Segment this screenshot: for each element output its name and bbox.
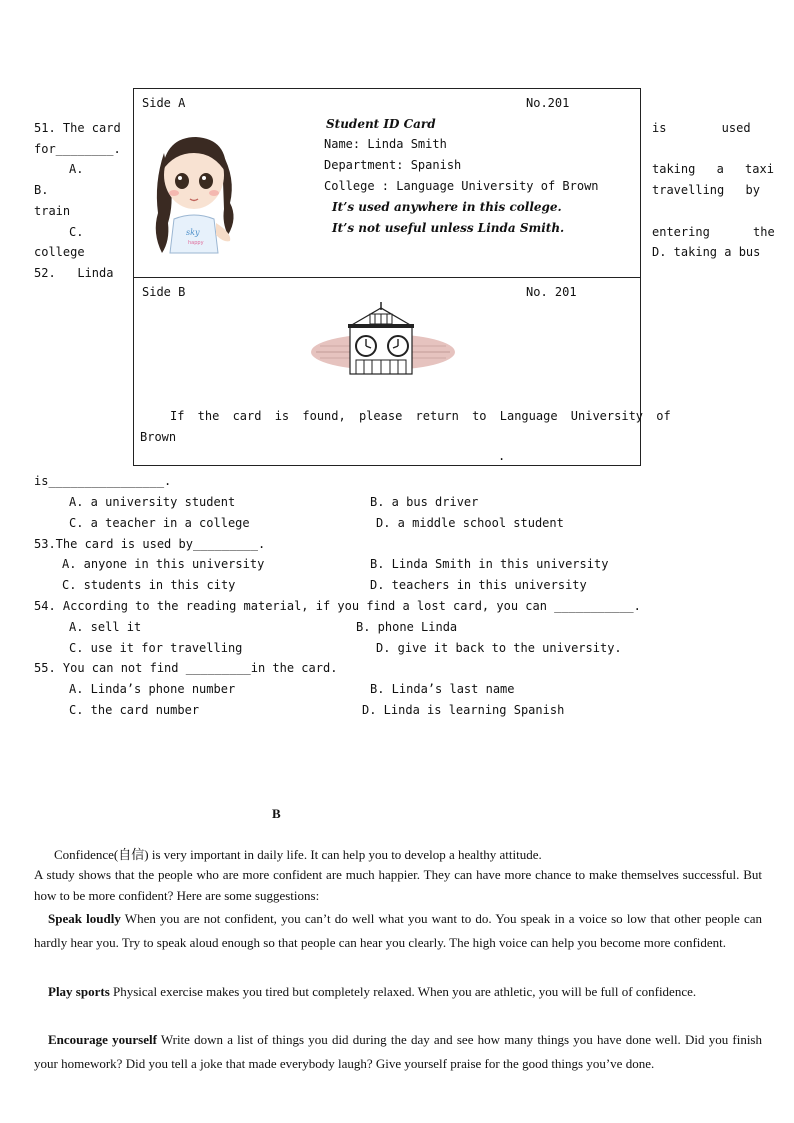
return-line-1: If the card is found, please return to Language University of <box>170 409 671 423</box>
card-b-dot: . <box>498 449 506 463</box>
q54-option-c: C. use it for travelling <box>69 641 243 655</box>
paragraph-1-line-1: Confidence(自信) is very important in daily life. It can help you to develop a healthy attitude. <box>54 847 542 862</box>
encourage-yourself-body: Write down a list of things you did during the day and see how many things you have done well. Did you finish your homework? Did you tell a joke that made everybody laugh? Give yourself praise for the good things you’ve done. <box>34 1032 762 1071</box>
q51-stem-right-text: is used <box>652 121 751 135</box>
encourage-yourself-heading: Encourage yourself <box>48 1032 157 1047</box>
q53-stem: 53.The card is used by_________. <box>34 537 266 551</box>
card-title: Student ID Card <box>326 117 436 131</box>
side-a-label: Side A <box>142 96 186 110</box>
side-b-label: Side B <box>142 285 186 299</box>
q51-opt-b-cont: train <box>34 204 71 218</box>
speak-loudly-heading: Speak loudly <box>48 911 121 926</box>
q51-opt-b-label: B. <box>34 183 49 197</box>
q52-option-c: C. a teacher in a college <box>69 516 250 530</box>
paragraph-play-sports <box>34 980 762 1004</box>
q54-option-a: A. sell it <box>69 620 142 634</box>
q54-option-b: B. phone Linda <box>356 620 458 634</box>
q51-stem-left: 51. The card <box>34 121 121 135</box>
girl-illustration <box>144 123 244 263</box>
q51-stem-cont: for________. <box>34 142 121 156</box>
q51-opt-c-cont: college <box>34 245 85 259</box>
speak-loudly-body: When you are not confident, you can’t do well what you want to do. You speak in a voice so low that other people can hardly hear you. Try to speak aloud enough so that people can hear you clearly. The high voice can help you become more confident. <box>34 911 762 950</box>
return-line-2: Brown <box>140 430 177 444</box>
q55-stem: 55. You can not find _________in the card. <box>34 661 338 675</box>
q51-opt-b-text: travelling by <box>652 183 760 197</box>
q51-opt-c-text: entering the <box>652 225 775 239</box>
q53-option-d: D. teachers in this university <box>370 578 587 592</box>
q52-option-d: D. a middle school student <box>376 516 564 530</box>
q53-option-c: C. students in this city <box>62 578 236 592</box>
q54-option-d: D. give it back to the university. <box>376 641 622 655</box>
side-b-number: No. 201 <box>526 285 577 299</box>
q51-opt-d: D. taking a bus <box>652 245 761 259</box>
section-b-heading: B <box>272 806 281 821</box>
paragraph-encourage-yourself <box>34 1028 762 1076</box>
play-sports-body: Physical exercise makes you tired but completely relaxed. When you are athletic, you will be full of confidence. <box>109 984 697 999</box>
q55-option-a: A. Linda’s phone number <box>69 682 236 696</box>
q55-option-d: D. Linda is learning Spanish <box>362 703 565 717</box>
q52-stem-cont: is________________. <box>34 474 172 488</box>
paragraph-speak-loudly <box>34 907 762 955</box>
q53-option-a: A. anyone in this university <box>62 557 265 571</box>
shirt-text-2: happy <box>188 240 204 246</box>
q51-opt-c-label: C. <box>69 225 84 239</box>
q53-option-b: B. Linda Smith in this university <box>370 557 609 571</box>
q52-option-a: A. a university student <box>69 495 236 509</box>
card-note-2: It’s not useful unless Linda Smith. <box>332 221 565 235</box>
q51-stem-right <box>652 121 762 135</box>
card-name: Name: Linda Smith <box>324 137 447 151</box>
q54-stem: 54. According to the reading material, if you find a lost card, you can ___________. <box>34 599 641 613</box>
id-card-side-b <box>133 277 671 466</box>
q55-option-c: C. the card number <box>69 703 200 717</box>
q52-stem-left: 52. Linda <box>34 266 114 280</box>
paragraph-1: A study shows that the people who are more confident are much happier. They can have more chance to make themselves successful. But how to be more confident? Here are some suggestions: <box>34 867 762 903</box>
side-a-number: No.201 <box>526 96 570 110</box>
id-card-side-a <box>133 88 641 279</box>
card-department: Department: Spanish <box>324 158 462 172</box>
card-note-1: It’s used anywhere in this college. <box>332 200 562 214</box>
q52-option-b: B. a bus driver <box>370 495 479 509</box>
q55-option-b: B. Linda’s last name <box>370 682 515 696</box>
card-college: College : Language University of Brown <box>324 179 599 193</box>
clock-tower-icon <box>310 302 456 378</box>
q51-opt-a-label: A. <box>69 162 84 176</box>
q51-opt-a-text: taking a taxi <box>652 162 774 176</box>
shirt-text-1: sky <box>186 228 200 237</box>
play-sports-heading: Play sports <box>48 984 110 999</box>
